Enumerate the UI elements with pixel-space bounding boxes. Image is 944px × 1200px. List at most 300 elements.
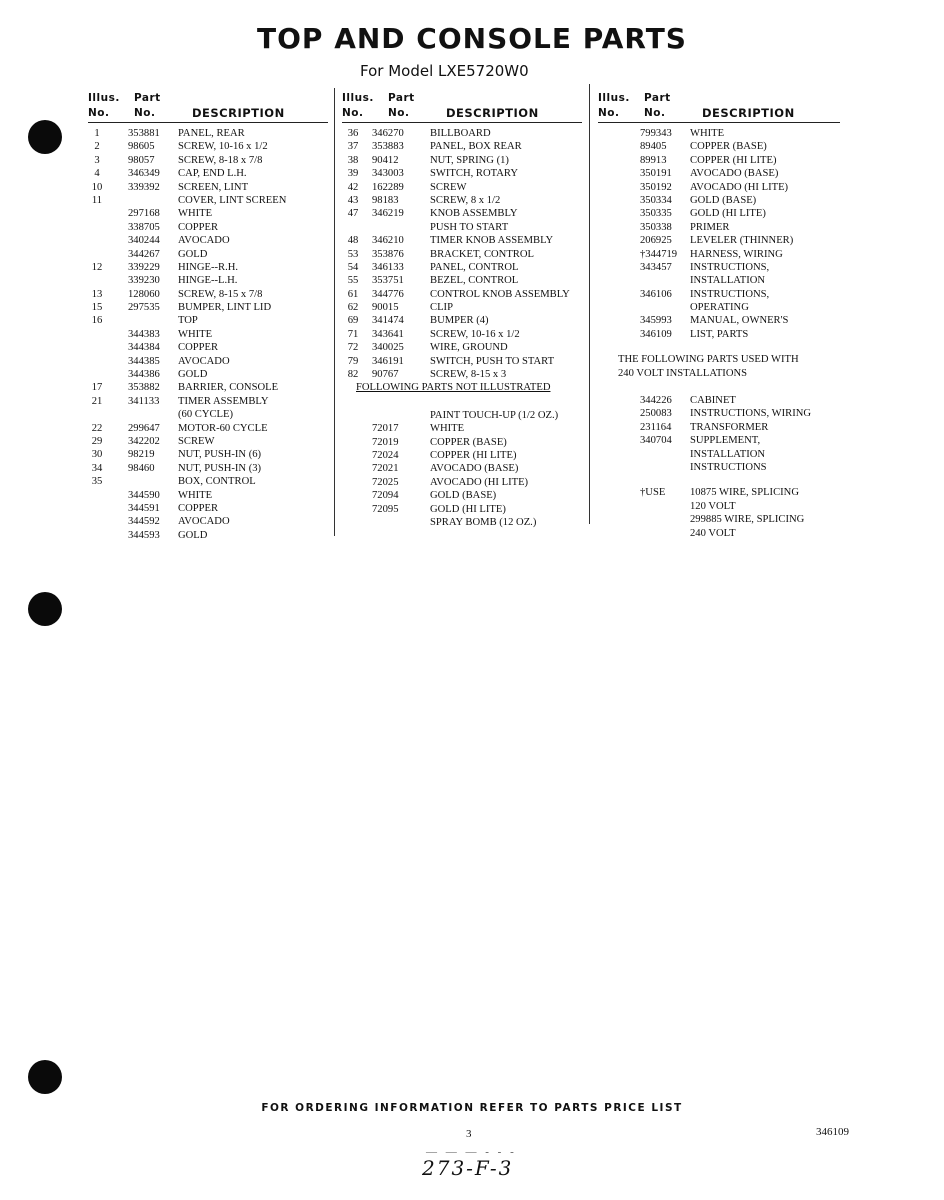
part-number: 350335 [640,208,672,220]
illus-number [598,154,610,167]
part-row [598,301,840,314]
part-number: 90015 [372,302,399,314]
illus-number: 1 [94,128,100,139]
part-description: COVER, LINT SCREEN [178,194,287,206]
part-description: AVOCADO [178,235,230,247]
header-part-no: No. [644,107,666,119]
illus-number [598,274,610,287]
header-rule [88,122,328,123]
illus-number [88,328,106,341]
illus-number [598,448,610,461]
part-description: SCREW [430,181,467,193]
illus-number: 15 [91,302,103,314]
illus-number: 13 [91,288,103,300]
part-description: CLIP [430,302,453,314]
volt-note-line1: THE FOLLOWING PARTS USED WITH [618,354,799,366]
part-row [88,314,328,327]
part-description: WHITE [178,328,213,340]
part-number [364,409,430,422]
part-row [598,274,840,287]
part-description: GOLD [178,529,208,541]
part-row [342,127,582,140]
part-number: 346210 [372,235,404,247]
illus-number [88,207,106,220]
part-description: INSTRUCTIONS, [690,261,770,273]
illus-number [342,503,364,516]
part-row [88,127,328,140]
part-number: 350192 [640,181,672,193]
header-illus: Illus. [598,92,630,104]
illus-number [598,513,610,526]
part-number [610,461,690,474]
handwritten-dashes: — — — - - - [426,1146,517,1158]
part-row [342,140,582,153]
part-row [342,422,582,435]
part-description: NUT, SPRING (1) [430,154,509,166]
part-number: 299647 [128,422,160,434]
part-number: 98183 [372,194,399,206]
illus-number: 36 [347,128,359,139]
part-number: 98605 [128,141,155,153]
part-description: COPPER [178,221,219,233]
part-description: WHITE [178,208,213,220]
illus-number: 48 [347,235,359,247]
part-description: NUT, PUSH-IN (3) [178,462,262,474]
part-number [610,513,690,526]
part-description: (60 CYCLE) [178,409,234,421]
illus-number: 12 [91,261,103,273]
part-row [342,288,582,301]
part-description: PANEL, CONTROL [430,261,519,273]
illus-number [342,476,364,489]
part-row [598,127,840,140]
page-title: TOP AND CONSOLE PARTS [257,22,687,55]
part-number: 339392 [128,181,160,193]
part-number: 344592 [128,516,160,528]
part-row [598,394,840,407]
header-illus: Illus. [342,92,374,104]
part-row [342,462,582,475]
part-description: CABINET [690,395,736,407]
part-description: OPERATING [690,302,749,314]
illus-number [598,221,610,234]
illus-number [598,434,610,447]
illus-number: 35 [91,476,103,488]
part-description: SCREW, 8 x 1/2 [430,194,501,206]
part-row [598,448,840,461]
illus-number [342,422,364,435]
illus-number: 11 [91,194,103,206]
part-number: 250083 [640,408,672,420]
part-row [598,154,840,167]
illus-number: 17 [91,382,103,394]
part-row [88,167,328,180]
illus-number [598,248,610,261]
part-number: 353881 [128,128,160,139]
part-number: 340025 [372,342,404,354]
part-number: 206925 [640,235,672,247]
illus-number [88,248,106,261]
part-row [342,328,582,341]
part-row [88,408,328,421]
part-description: SCREW, 8-15 x 7/8 [178,288,263,300]
header-part-no: No. [388,107,410,119]
part-row [598,194,840,207]
illus-number [88,355,106,368]
part-description: WHITE [178,489,213,501]
part-description: SWITCH, ROTARY [430,168,519,180]
part-description: WHITE [690,128,725,139]
illus-number [598,461,610,474]
illus-number [598,140,610,153]
part-description: BUMPER (4) [430,315,489,327]
part-description: AVOCADO [178,355,230,367]
part-description: HINGE--R.H. [178,261,239,273]
part-number: 343641 [372,328,404,340]
part-number: 72019 [372,436,399,448]
part-description: INSTALLATION [690,275,766,287]
illus-number [88,221,106,234]
part-description: CAP, END L.H. [178,168,247,180]
part-description: BRACKET, CONTROL [430,248,534,260]
part-number: 89913 [640,154,667,166]
part-description: NUT, PUSH-IN (6) [178,449,262,461]
part-number: 344384 [128,342,160,354]
part-number: 297535 [128,302,160,314]
illus-number [342,489,364,502]
part-row [598,207,840,220]
part-number [106,408,178,421]
part-row [88,234,328,247]
header-description: DESCRIPTION [446,106,539,120]
header-rule [342,122,582,123]
part-row [598,167,840,180]
part-description: COPPER (BASE) [430,436,507,448]
illus-number [88,502,106,515]
header-illus: Illus. [88,92,120,104]
part-number: 341133 [128,395,160,407]
part-description: SUPPLEMENT, [690,435,761,447]
column-header [598,88,840,122]
part-description: TRANSFORMER [690,421,769,433]
part-description: PANEL, BOX REAR [430,141,522,153]
part-description: SCREW, 10-16 x 1/2 [178,141,268,153]
illus-number: 29 [91,435,103,447]
part-number: 346191 [372,355,404,367]
illus-number [88,368,106,381]
part-description: BEZEL, CONTROL [430,275,519,287]
part-number: †USE [640,487,666,499]
illus-number: 22 [91,422,103,434]
part-row [598,140,840,153]
part-description: SWITCH, PUSH TO START [430,355,555,367]
part-number [364,516,430,529]
illus-number: 47 [347,208,359,220]
part-description: HINGE--L.H. [178,275,238,287]
part-description: SCREEN, LINT [178,181,249,193]
illus-number: 2 [94,141,100,153]
part-number: 98460 [128,462,155,474]
illus-number [598,527,610,540]
header-illus-no: No. [342,107,364,119]
part-row [342,355,582,368]
illus-number [598,234,610,247]
part-description: BUMPER, LINT LID [178,302,272,314]
part-description: COPPER [178,342,219,354]
part-row [598,314,840,327]
part-row [88,154,328,167]
part-row [88,140,328,153]
illus-number: 39 [347,168,359,180]
part-description: BARRIER, CONSOLE [178,382,279,394]
part-number: 350338 [640,221,672,233]
column-divider [334,88,335,536]
part-number: 72025 [372,476,399,488]
part-row [598,288,840,301]
illus-number: 54 [347,261,359,273]
part-number: 353876 [372,248,404,260]
part-row [598,221,840,234]
part-number: 344267 [128,248,160,260]
part-row [342,476,582,489]
part-row [598,461,840,474]
part-number [610,448,690,461]
part-row [88,181,328,194]
part-row [598,527,840,540]
part-description: GOLD (HI LITE) [430,503,506,515]
illus-number [342,449,364,462]
part-row [342,516,582,529]
part-number [106,314,178,327]
part-row [342,314,582,327]
part-number: 344591 [128,502,160,514]
part-description: 120 VOLT [690,500,736,512]
illus-number: 61 [347,288,359,300]
part-description: COPPER (HI LITE) [690,154,777,166]
part-number: 346133 [372,261,404,273]
header-illus-no: No. [598,107,620,119]
illus-number [342,436,364,449]
illus-number [88,529,106,542]
part-number: 344386 [128,369,160,381]
illus-number: 38 [347,154,359,166]
part-row [598,421,840,434]
illus-number [342,516,364,529]
part-number: 340704 [640,435,672,447]
part-number: 350191 [640,168,672,180]
part-row [88,248,328,261]
parts-column-3 [598,88,840,540]
illus-number [342,409,364,422]
illus-number [598,288,610,301]
part-row [88,448,328,461]
part-description: TIMER ASSEMBLY [178,395,269,407]
illus-number: 34 [91,462,103,474]
part-number: 339230 [128,275,160,287]
part-description: PAINT TOUCH-UP (1/2 OZ.) [430,409,559,421]
part-description: WIRE, GROUND [430,342,508,354]
part-row [88,462,328,475]
part-number: 353751 [372,275,404,287]
part-row [342,181,582,194]
part-description: COPPER [178,502,219,514]
parts-list [598,127,840,341]
part-description: AVOCADO (BASE) [690,168,779,180]
illus-number: 37 [347,141,359,153]
part-description: GOLD (BASE) [430,490,497,502]
part-row [88,328,328,341]
part-row [342,436,582,449]
part-description: 10875 WIRE, SPLICING [690,487,799,499]
header-description: DESCRIPTION [702,106,795,120]
column-header [88,88,328,122]
illus-number [598,207,610,220]
part-number: 353883 [372,141,404,153]
part-row [598,513,840,526]
part-description: SCREW [178,435,215,447]
part-row [598,500,840,513]
part-number [610,527,690,540]
part-number [106,194,178,207]
part-number: 339229 [128,261,160,273]
illus-number: 43 [347,194,359,206]
part-number: 72094 [372,490,399,502]
part-row [342,167,582,180]
part-row [342,489,582,502]
part-description: SCREW, 8-18 x 7/8 [178,154,263,166]
illus-number: 62 [347,302,359,314]
part-number [610,500,690,513]
illus-number [598,167,610,180]
part-row [342,261,582,274]
part-number: 799343 [640,128,672,139]
part-number: 344383 [128,328,160,340]
not-illustrated-note: FOLLOWING PARTS NOT ILLUSTRATED [356,382,551,394]
part-description: HARNESS, WIRING [690,248,783,260]
part-number: 344226 [640,395,672,407]
part-number: 353882 [128,382,160,394]
part-number: 342202 [128,435,160,447]
part-number: 343457 [640,261,672,273]
part-row [88,288,328,301]
part-row [88,221,328,234]
illus-number: 30 [91,449,103,461]
part-description: CONTROL KNOB ASSEMBLY [430,288,570,300]
part-row [88,355,328,368]
part-description: AVOCADO (HI LITE) [430,476,529,488]
part-description: SCREW, 8-15 x 3 [430,369,507,381]
part-row [342,503,582,516]
part-number: 346219 [372,208,404,220]
part-number: 90412 [372,154,399,166]
part-row [342,341,582,354]
parts-list-not-illustrated [342,409,582,530]
part-number: 345993 [640,315,672,327]
illus-number: 55 [347,275,359,287]
part-row [342,221,582,234]
part-description: AVOCADO (BASE) [430,463,519,475]
part-number: 162289 [372,181,404,193]
part-row [88,529,328,542]
part-row [598,181,840,194]
column-header [342,88,582,122]
part-description: COPPER (HI LITE) [430,450,517,461]
part-number [610,274,690,287]
part-row [598,234,840,247]
part-description: KNOB ASSEMBLY [430,208,518,220]
part-number: 98057 [128,154,155,166]
illus-number [598,314,610,327]
illus-number [598,301,610,314]
part-row [88,381,328,394]
part-row [342,449,582,462]
part-description: AVOCADO [178,516,230,528]
part-number: 72095 [372,503,399,515]
part-description: GOLD (BASE) [690,194,757,206]
part-number: 98219 [128,449,155,461]
illus-number [598,181,610,194]
part-row [342,154,582,167]
part-row [88,207,328,220]
illus-number [88,408,106,421]
illus-number [598,500,610,513]
illus-number: 10 [91,181,103,193]
part-description: TOP [178,315,198,327]
part-row [342,301,582,314]
part-number: 343003 [372,168,404,180]
part-number: 350334 [640,194,672,206]
parts-column-1 [88,88,328,542]
illus-number [598,261,610,274]
header-description: DESCRIPTION [192,106,285,120]
part-description: TIMER KNOB ASSEMBLY [430,235,554,247]
ordering-footer: FOR ORDERING INFORMATION REFER TO PARTS PRICE LIST [261,1102,683,1114]
part-description: PUSH TO START [430,221,509,233]
illus-number [88,234,106,247]
part-number: 344776 [372,288,404,300]
part-description: AVOCADO (HI LITE) [690,181,789,193]
illus-number: 42 [347,181,359,193]
part-number: 340244 [128,235,160,247]
part-row [342,234,582,247]
illus-number: 4 [94,168,100,180]
header-part: Part [644,92,671,104]
illus-number: 82 [347,369,359,381]
volt-note-line2: 240 VOLT INSTALLATIONS [618,367,748,379]
illus-number [598,394,610,407]
part-number: 72024 [372,450,399,461]
illus-number [598,421,610,434]
part-row [342,274,582,287]
part-description: GOLD (HI LITE) [690,208,766,220]
part-description: WHITE [430,423,465,435]
part-row [342,409,582,422]
header-part: Part [134,92,161,104]
illus-number [88,489,106,502]
part-number: 297168 [128,208,160,220]
part-description: 240 VOLT [690,527,736,539]
header-rule [598,122,840,123]
part-number [364,221,430,234]
illus-number: 53 [347,248,359,260]
part-description: BILLBOARD [430,128,491,139]
part-description: GOLD [178,248,208,260]
part-row [598,261,840,274]
illus-number [598,328,610,341]
part-description: MANUAL, OWNER'S [690,315,789,327]
part-description: BOX, CONTROL [178,476,256,488]
part-number: 346349 [128,168,160,180]
